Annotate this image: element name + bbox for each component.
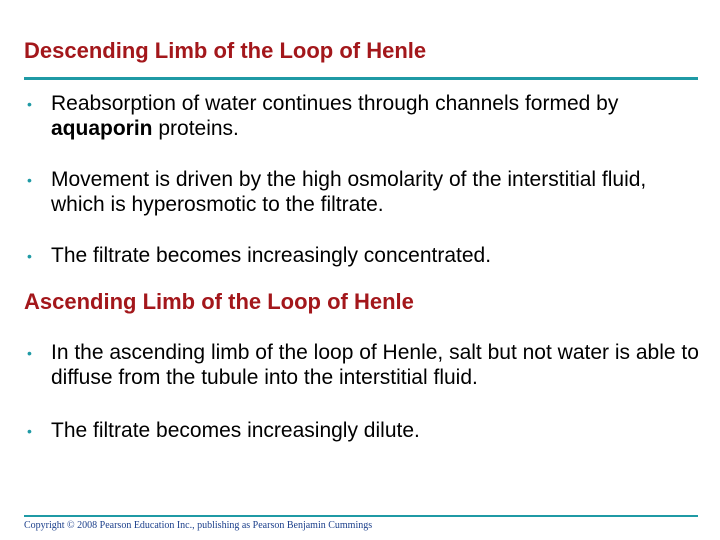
bullet-text: The filtrate becomes increasingly dilute.: [51, 419, 420, 442]
bullet-icon: •: [27, 423, 32, 439]
bullet-item-salt-diffusion: [24, 340, 701, 390]
section-heading-ascending: Ascending Limb of the Loop of Henle: [24, 289, 414, 314]
footer-divider: [24, 515, 698, 517]
bullet-text: Movement is driven by the high osmolarity of the interstitial fluid, which is hyperosmotic to the filtrate.: [51, 168, 647, 216]
bullet-item-dilute: [24, 418, 701, 443]
bullet-text: Reabsorption of water continues through channels formed by: [51, 92, 619, 115]
slide-title: Descending Limb of the Loop of Henle: [24, 38, 427, 63]
bullet-icon: •: [27, 248, 32, 264]
bullet-bold-term: aquaporin: [51, 117, 153, 140]
bullet-item-aquaporin: [24, 91, 701, 141]
bullet-text-end: proteins.: [152, 117, 239, 140]
ascending-bullet-list: [24, 340, 701, 443]
bullet-item-concentrated: [24, 243, 701, 268]
bullet-text: The filtrate becomes increasingly concentrated.: [51, 244, 492, 267]
bullet-text: In the ascending limb of the loop of Henle, salt but not water is able to diffuse from the tubule into the interstitial fluid.: [51, 341, 699, 389]
descending-bullet-list: [24, 91, 701, 268]
bullet-icon: •: [27, 172, 32, 188]
copyright-footer: Copyright © 2008 Pearson Education Inc., publishing as Pearson Benjamin Cummings: [24, 520, 373, 531]
title-divider: [24, 77, 698, 80]
bullet-icon: •: [27, 96, 32, 112]
bullet-icon: •: [27, 345, 32, 361]
bullet-item-osmolarity: [24, 167, 701, 217]
